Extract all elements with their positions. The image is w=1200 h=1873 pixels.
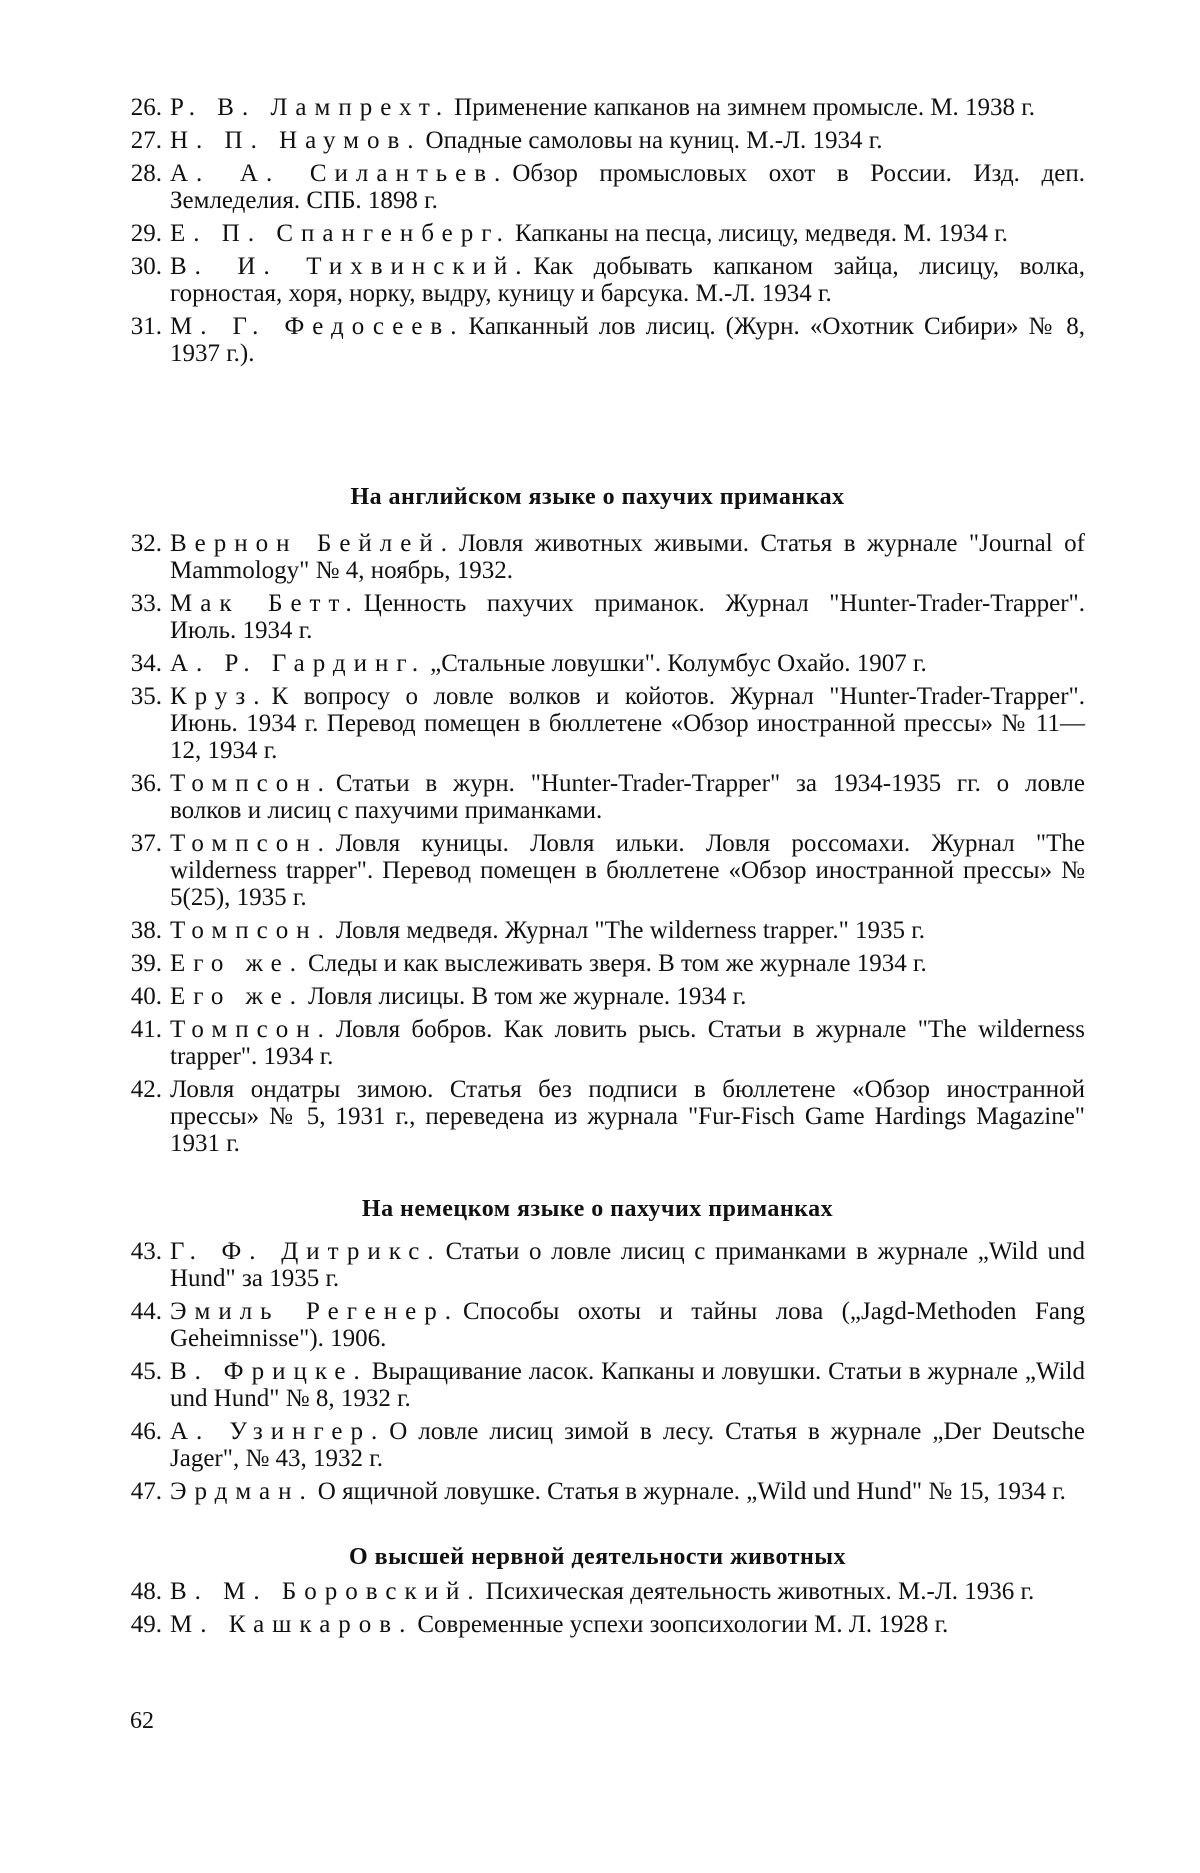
entry-author: Г. Ф. Дитрикс. xyxy=(170,1238,442,1265)
entry-number: 39. xyxy=(130,950,162,977)
entry-author: В. И. Тихвинский. xyxy=(170,253,530,280)
entry-author: Эрдман. xyxy=(170,1478,314,1505)
entry-number: 32. xyxy=(130,530,162,557)
entry-number: 27. xyxy=(130,127,162,154)
bibliography-entry xyxy=(110,220,1085,247)
entry-body xyxy=(170,1298,1085,1352)
page-number: 62 xyxy=(130,1708,154,1734)
bibliography-entry xyxy=(110,1418,1085,1472)
entry-body xyxy=(170,160,1085,214)
entry-number: 48. xyxy=(130,1578,162,1605)
entry-number: 46. xyxy=(130,1418,162,1445)
entry-author: Томпсон. xyxy=(170,1016,332,1043)
entry-author: А. Р. Гардинг. xyxy=(170,650,427,677)
section-heading: О высшей нервной деятельности животных xyxy=(349,1544,846,1570)
entry-number: 44. xyxy=(130,1298,162,1325)
entry-body xyxy=(170,1076,1085,1157)
entry-body xyxy=(170,1016,1085,1070)
entry-author: Е. П. Спангенберг. xyxy=(170,220,511,247)
entry-text: О ловле лисиц зимой в лесу. Статья в журнале „Der Deutsche Jager", № 43, 1932 г. xyxy=(170,1418,1085,1472)
entry-body xyxy=(170,917,1085,944)
entry-text: Ловля ондатры зимою. Статья без подписи в бюллетене «Обзор иностранной прессы» № 5, 1931 г., переведена из журнала "Fur-Fisch Game Hardings Magazine" 1931 г. xyxy=(170,1076,1085,1157)
entry-body xyxy=(170,1418,1085,1472)
bibliography-block-2 xyxy=(110,530,1085,1163)
entry-number: 31. xyxy=(130,313,162,340)
section-heading: На немецком языке о пахучих приманках xyxy=(361,1196,834,1222)
entry-author: В. М. Боровский. xyxy=(170,1578,482,1605)
entry-author: Р. В. Лампрехт. xyxy=(170,94,451,121)
entry-author: Эмиль Регенер. xyxy=(170,1298,459,1325)
entry-body xyxy=(170,94,1085,121)
bibliography-entry xyxy=(110,917,1085,944)
entry-number: 40. xyxy=(130,983,162,1010)
section-heading-block xyxy=(110,484,1085,511)
entry-author: Томпсон. xyxy=(170,830,332,857)
entry-number: 49. xyxy=(130,1611,162,1638)
entry-text: Капканный лов лисиц. (Журн. «Охотник Сибири» № 8, 1937 г.). xyxy=(170,313,1085,367)
entry-author: А. Узингер. xyxy=(170,1418,386,1445)
entry-author: Мак Бетт. xyxy=(170,590,360,617)
entry-number: 45. xyxy=(130,1358,162,1385)
entry-author: А. А. Силантьев. xyxy=(170,160,509,187)
entry-body xyxy=(170,650,1085,677)
entry-number: 26. xyxy=(130,94,162,121)
entry-body xyxy=(170,983,1085,1010)
bibliography-entry xyxy=(110,1016,1085,1070)
entry-number: 33. xyxy=(130,590,162,617)
entry-text: К вопросу о ловле волков и койотов. Журнал "Hunter-Trader-Trapper". Июнь. 1934 г. Перевод помещен в бюллетене «Обзор иностранной прессы» № 11—12, 1934 г. xyxy=(170,683,1085,764)
bibliography-block-4 xyxy=(110,1578,1085,1644)
entry-number: 34. xyxy=(130,650,162,677)
section-heading-block xyxy=(110,1544,1085,1571)
bibliography-entry xyxy=(110,1478,1085,1505)
bibliography-entry xyxy=(110,127,1085,154)
entry-number: 43. xyxy=(130,1238,162,1265)
section-heading-block xyxy=(110,1196,1085,1223)
entry-text: Современные успехи зоопсихологии М. Л. 1928 г. xyxy=(417,1611,949,1638)
entry-body xyxy=(170,683,1085,764)
entry-text: О ящичной ловушке. Статья в журнале. „Wild und Hund" № 15, 1934 г. xyxy=(317,1478,1066,1505)
entry-text: Статьи в журн. "Hunter-Trader-Trapper" за 1934-1935 гг. о ловле волков и лисиц с пахучими приманками. xyxy=(170,770,1085,824)
bibliography-entry xyxy=(110,650,1085,677)
entry-author: Томпсон. xyxy=(170,770,332,797)
entry-body xyxy=(170,530,1085,584)
entry-body xyxy=(170,1478,1085,1505)
entry-number: 47. xyxy=(130,1478,162,1505)
entry-text: Следы и как выслеживать зверя. В том же журнале 1934 г. xyxy=(307,950,927,977)
bibliography-block-3 xyxy=(110,1238,1085,1511)
section-heading: На английском языке о пахучих приманках xyxy=(350,484,845,510)
bibliography-entry xyxy=(110,94,1085,121)
entry-body xyxy=(170,253,1085,307)
entry-author: Вернон Бейлей. xyxy=(170,530,456,557)
bibliography-entry xyxy=(110,770,1085,824)
bibliography-entry xyxy=(110,313,1085,367)
entry-text: Выращивание ласок. Капканы и ловушки. Статьи в журнале „Wild und Hund" № 8, 1932 г. xyxy=(170,1358,1086,1412)
entry-body xyxy=(170,220,1085,247)
bibliography-entry xyxy=(110,530,1085,584)
entry-text: Капканы на песца, лисицу, медведя. М. 1934 г. xyxy=(514,220,1008,247)
entry-author: Томпсон. xyxy=(170,917,332,944)
entry-author: Его же. xyxy=(170,950,304,977)
bibliography-entry xyxy=(110,160,1085,214)
entry-body xyxy=(170,1238,1085,1292)
bibliography-entry xyxy=(110,1076,1085,1157)
entry-body xyxy=(170,1611,1085,1638)
entry-text: Ловля куницы. Ловля ильки. Ловля россомахи. Журнал "The wilderness trapper". Перевод помещен в бюллетене «Обзор иностранной прессы» № 5(25), 1935 г. xyxy=(170,830,1085,911)
entry-author: М. Кашкаров. xyxy=(170,1611,414,1638)
entry-body xyxy=(170,313,1085,367)
entry-author: Н. П. Наумов. xyxy=(170,127,422,154)
entry-number: 42. xyxy=(130,1076,162,1103)
entry-body xyxy=(170,950,1085,977)
bibliography-entry xyxy=(110,1578,1085,1605)
entry-body xyxy=(170,770,1085,824)
entry-body xyxy=(170,127,1085,154)
entry-text: Ловля лисицы. В том же журнале. 1934 г. xyxy=(307,983,747,1010)
entry-text: Статьи о ловле лисиц с приманками в журнале „Wild und Hund" за 1935 г. xyxy=(170,1238,1085,1292)
entry-text: Психическая деятельность животных. М.-Л. 1936 г. xyxy=(485,1578,1035,1605)
bibliography-entry xyxy=(110,253,1085,307)
bibliography-block-1 xyxy=(110,94,1085,373)
bibliography-entry xyxy=(110,590,1085,644)
entry-author: Его же. xyxy=(170,983,304,1010)
bibliography-entry xyxy=(110,1611,1085,1638)
entry-text: Способы охоты и тайны лова („Jagd-Methoden Fang Geheimnisse"). 1906. xyxy=(170,1298,1085,1352)
entry-body xyxy=(170,1358,1085,1412)
entry-text: Ловля животных живыми. Статья в журнале "Journal of Mammology" № 4, ноябрь, 1932. xyxy=(170,530,1085,584)
bibliography-entry xyxy=(110,830,1085,911)
entry-number: 35. xyxy=(130,683,162,710)
entry-text: Ценность пахучих приманок. Журнал "Hunter-Trader-Trapper". Июль. 1934 г. xyxy=(170,590,1085,644)
entry-number: 30. xyxy=(130,253,162,280)
entry-text: Ловля бобров. Как ловить рысь. Статьи в журнале "The wilderness trapper". 1934 г. xyxy=(170,1016,1085,1070)
entry-body xyxy=(170,1578,1085,1605)
entry-author: В. Фрицке. xyxy=(170,1358,368,1385)
entry-author: М. Г. Федосеев. xyxy=(170,313,465,340)
entry-text: Опадные самоловы на куниц. М.-Л. 1934 г. xyxy=(425,127,883,154)
entry-body xyxy=(170,590,1085,644)
entry-number: 41. xyxy=(130,1016,162,1043)
entry-number: 28. xyxy=(130,160,162,187)
entry-number: 29. xyxy=(130,220,162,247)
entry-number: 36. xyxy=(130,770,162,797)
bibliography-entry xyxy=(110,983,1085,1010)
entry-text: „Стальные ловушки". Колумбус Охайо. 1907 г. xyxy=(430,650,927,677)
bibliography-entry xyxy=(110,1298,1085,1352)
bibliography-entry xyxy=(110,1358,1085,1412)
entry-author: Круз. xyxy=(170,683,268,710)
entry-text: Обзор промысловых охот в России. Изд. деп. Земледелия. СПБ. 1898 г. xyxy=(170,160,1085,214)
bibliography-entry xyxy=(110,1238,1085,1292)
entry-number: 37. xyxy=(130,830,162,857)
entry-text: Ловля медведя. Журнал "The wilderness trapper." 1935 г. xyxy=(335,917,925,944)
entry-text: Применение капканов на зимнем промысле. М. 1938 г. xyxy=(454,94,1035,121)
bibliography-entry xyxy=(110,683,1085,764)
entry-number: 38. xyxy=(130,917,162,944)
entry-body xyxy=(170,830,1085,911)
entry-text: Как добывать капканом зайца, лисицу, волка, горностая, хоря, норку, выдру, куницу и барсука. М.-Л. 1934 г. xyxy=(170,253,1085,307)
bibliography-entry xyxy=(110,950,1085,977)
